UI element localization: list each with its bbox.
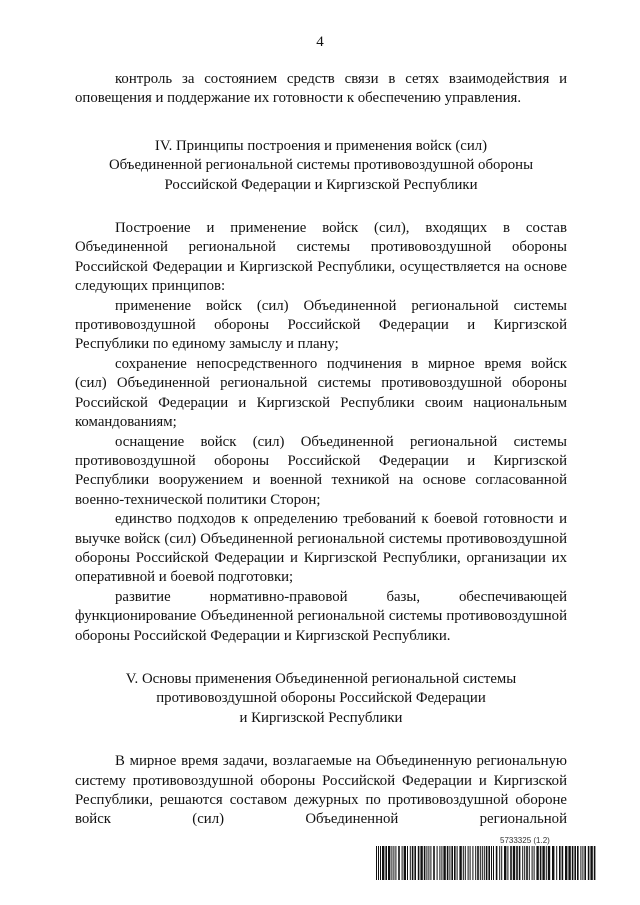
barcode-bar (499, 846, 500, 880)
barcode-bar (565, 846, 567, 880)
barcode-bar (510, 846, 512, 880)
barcode-bar (465, 846, 466, 880)
barcode-bar (412, 846, 414, 880)
barcode-bar (572, 846, 574, 880)
barcode-bar (430, 846, 431, 880)
barcode-bar (491, 846, 492, 880)
intro-paragraph: контроль за состоянием средств связи в сетях взаимодействия и оповещения и поддержание их готовности к обеспечению управления. (75, 71, 567, 107)
barcode-bar (496, 846, 498, 880)
barcode-bar (378, 846, 379, 880)
barcode-bar (463, 846, 464, 880)
barcode-bar (540, 846, 542, 880)
barcode-bar (580, 846, 581, 880)
barcode-bar (459, 846, 461, 880)
barcode-bar (475, 846, 476, 880)
section-5-heading (75, 670, 567, 728)
barcode-bar (376, 846, 377, 880)
section-4-paragraph: единство подходов к определению требований к боевой готовности и выучке войск (сил) Объединенной региональной системы противовоздушной обороны Российской Федерации и Киргизской Республики, организации их оперативной и боевой подготовки; (75, 511, 567, 586)
barcode-bar (385, 846, 387, 880)
barcode-bar (443, 846, 445, 880)
barcode-bar (559, 846, 561, 880)
barcode-bar (526, 846, 528, 880)
barcode-bar (407, 846, 408, 880)
barcode-bar (588, 846, 590, 880)
barcode-bar (457, 846, 458, 880)
section-4-paragraph: применение войск (сил) Объединенной региональной системы противовоздушной обороны Российской Федерации и Киргизской Республики по единому замыслу и плану; (75, 297, 567, 353)
barcode-bar (424, 846, 426, 880)
barcode-bar (577, 846, 579, 880)
barcode-bar (504, 846, 506, 880)
barcode-bar (447, 846, 449, 880)
barcode-bar (393, 846, 394, 880)
barcode-bar (451, 846, 453, 880)
barcode-bar (426, 846, 427, 880)
section-4-paragraph: сохранение непосредственного подчинения в мирное время войск (сил) Объединенной региональной системы противовоздушной обороны Российской Федерации и Киргизской Республики своим национальным командованиям; (75, 355, 567, 431)
barcode-bar (574, 846, 576, 880)
barcode (376, 846, 596, 880)
barcode-bar (428, 846, 429, 880)
barcode-bar (584, 846, 586, 880)
barcode-bar (480, 846, 481, 880)
barcode-bar (529, 846, 530, 880)
barcode-bar (472, 846, 473, 880)
barcode-bar (388, 846, 390, 880)
section-4-paragraph: Построение и применение войск (сил), входящих в состав Объединенной региональной системы противовоздушной обороны Российской Федерации и Киргизской Республики, осуществляется на основе следующих принципов: (75, 220, 567, 295)
barcode-bar (513, 846, 515, 880)
section-4-paragraph: развитие нормативно-правовой базы, обеспечивающей функционирование Объединенной региональной системы противовоздушной обороны Российской Федерации и Киргизской Республики. (75, 588, 567, 644)
barcode-bar (402, 846, 403, 880)
barcode-bar (437, 846, 438, 880)
barcode-bar (488, 846, 490, 880)
barcode-bar (395, 846, 396, 880)
barcode-bar (470, 846, 471, 880)
barcode-bar (482, 846, 483, 880)
barcode-bar (519, 846, 521, 880)
barcode-bar (522, 846, 523, 880)
section-5-paragraph: В мирное время задачи, возлагаемые на Объединенную региональную систему противовоздушной обороны Российской Федерации и Киргизской Республики, решаются составом дежурных по противовоздушной обороне войск (сил) Объединенной региональной (75, 753, 567, 828)
barcode-bar (532, 846, 533, 880)
barcode-bar (582, 846, 583, 880)
barcode-bar (468, 846, 469, 880)
barcode-bar (590, 846, 592, 880)
page-number: 4 (316, 34, 324, 50)
section-4-paragraph: оснащение войск (сил) Объединенной региональной системы противовоздушной обороны Российской Федерации и Киргизской Республики вооружением и военной техникой на основе согласованной военно-технической политики Сторон; (75, 433, 567, 508)
barcode-bar (552, 846, 554, 880)
barcode-bar (501, 846, 502, 880)
barcode-bar (414, 846, 416, 880)
barcode-bar (398, 846, 400, 880)
barcode-bar (404, 846, 406, 880)
section-4-title-line: IV. Принципы построения и применения войск (сил) (154, 137, 488, 154)
barcode-bar (534, 846, 535, 880)
barcode-bar (410, 846, 411, 880)
document-body (75, 70, 567, 830)
section-5-title-line: и Киргизской Республики (239, 709, 403, 726)
barcode-bar (507, 846, 508, 880)
barcode-bar (420, 846, 422, 880)
section-4-heading (75, 137, 567, 195)
barcode-bar (556, 846, 557, 880)
barcode-bar (484, 846, 485, 880)
barcode-bar (486, 846, 488, 880)
barcode-bar (516, 846, 518, 880)
barcode-bar (594, 846, 596, 880)
barcode-bar (524, 846, 525, 880)
section-5-title-line: противовоздушной обороны Российской Федерации (156, 690, 486, 707)
barcode-bar (382, 846, 384, 880)
barcode-bar (546, 846, 547, 880)
barcode-bar (439, 846, 440, 880)
section-4-title-line: Объединенной региональной системы противовоздушной обороны (108, 157, 534, 174)
barcode-bar (477, 846, 479, 880)
section-5-title-line: V. Основы применения Объединенной региональной системы (125, 670, 517, 687)
barcode-bar (391, 846, 392, 880)
barcode-bar (548, 846, 550, 880)
barcode-bar (449, 846, 450, 880)
barcode-bar (542, 846, 544, 880)
barcode-bar (562, 846, 564, 880)
barcode-bar (568, 846, 570, 880)
barcode-bar (441, 846, 442, 880)
barcode-bar (433, 846, 435, 880)
barcode-bar (493, 846, 494, 880)
barcode-bar (536, 846, 538, 880)
barcode-label: 5733325 (1.2) (500, 836, 550, 845)
section-4-title-line: Российской Федерации и Киргизской Республики (164, 176, 478, 193)
barcode-bar (418, 846, 420, 880)
barcode-bar (454, 846, 456, 880)
barcode-bar (380, 846, 381, 880)
